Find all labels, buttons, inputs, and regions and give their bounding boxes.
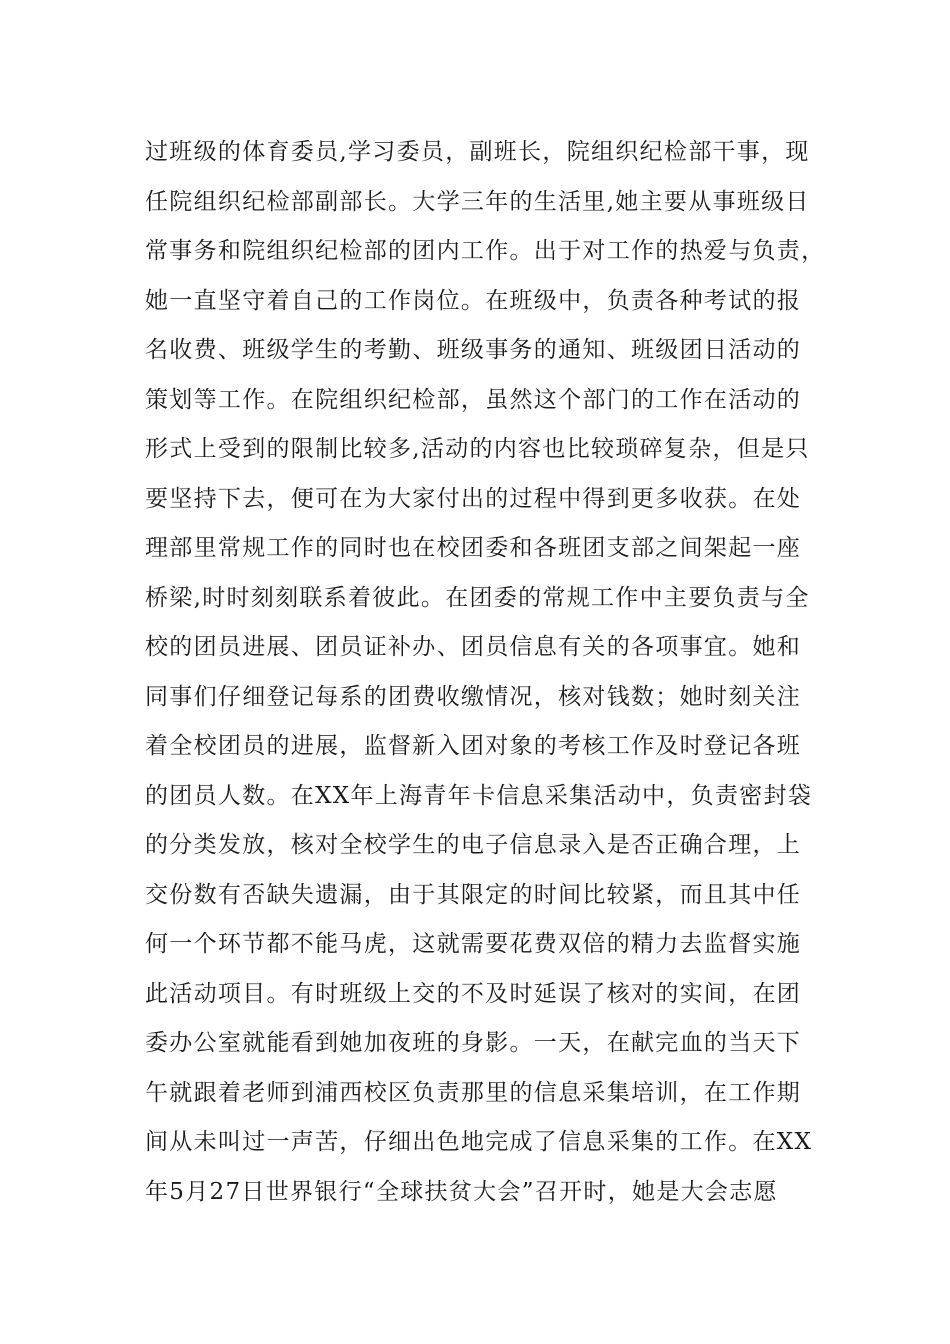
text-line: 的分类发放，核对全校学生的电子信息录入是否正确合理，上 [145,832,802,858]
text-line: 她一直坚守着自己的工作岗位。在班级中，负责各种考试的报 [145,287,802,314]
text-line: 着全校团员的进展，监督新入团对象的考核工作及时登记各班 [145,733,802,759]
text-line: 名收费、班级学生的考勤、班级事务的通知、班级团日活动的 [145,337,802,363]
text-line: 此活动项目。有时班级上交的不及时延误了核对的实间，在团 [145,980,802,1007]
text-line: 年5月27日世界银行“全球扶贫大会”召开时，她是大会志愿 [145,1178,778,1205]
text-line: 的团员人数。在XX年上海青年卡信息采集活动中，负责密封袋 [145,782,813,809]
text-line: 过班级的体育委员,学习委员，副班长，院组织纪检部干事，现 [145,139,810,165]
text-line: 要坚持下去，便可在为大家付出的过程中得到更多收获。在处 [145,485,802,512]
text-line: 任院组织纪检部副部长。大学三年的生活里,她主要从事班级日 [145,188,810,215]
body-paragraph [145,128,835,1217]
text-line: 何一个环节都不能马虎，这就需要花费双倍的精力去监督实施 [145,931,802,957]
text-line: 桥梁,时时刻刻联系着彼此。在团委的常规工作中主要负责与全 [145,584,810,611]
text-line: 委办公室就能看到她加夜班的身影。一天，在献完血的当天下 [145,1030,802,1056]
text-line: 常事务和院组织纪检部的团内工作。出于对工作的热爱与负责， [145,238,826,264]
text-line: 形式上受到的限制比较多,活动的内容也比较琐碎复杂，但是只 [145,436,810,462]
text-line: 理部里常规工作的同时也在校团委和各班团支部之间架起一座 [145,535,802,561]
text-line: 午就跟着老师到浦西校区负责那里的信息采集培训，在工作期 [145,1079,802,1106]
text-line: 策划等工作。在院组织纪检部，虽然这个部门的工作在活动的 [145,386,802,413]
text-line: 间从未叫过一声苦，仔细出色地完成了信息采集的工作。在XX [145,1129,813,1155]
text-line: 交份数有否缺失遗漏，由于其限定的时间比较紧，而且其中任 [145,881,802,908]
text-line: 校的团员进展、团员证补办、团员信息有关的各项事宜。她和 [145,634,802,660]
text-line: 同事们仔细登记每系的团费收缴情况，核对钱数；她时刻关注 [145,683,802,710]
